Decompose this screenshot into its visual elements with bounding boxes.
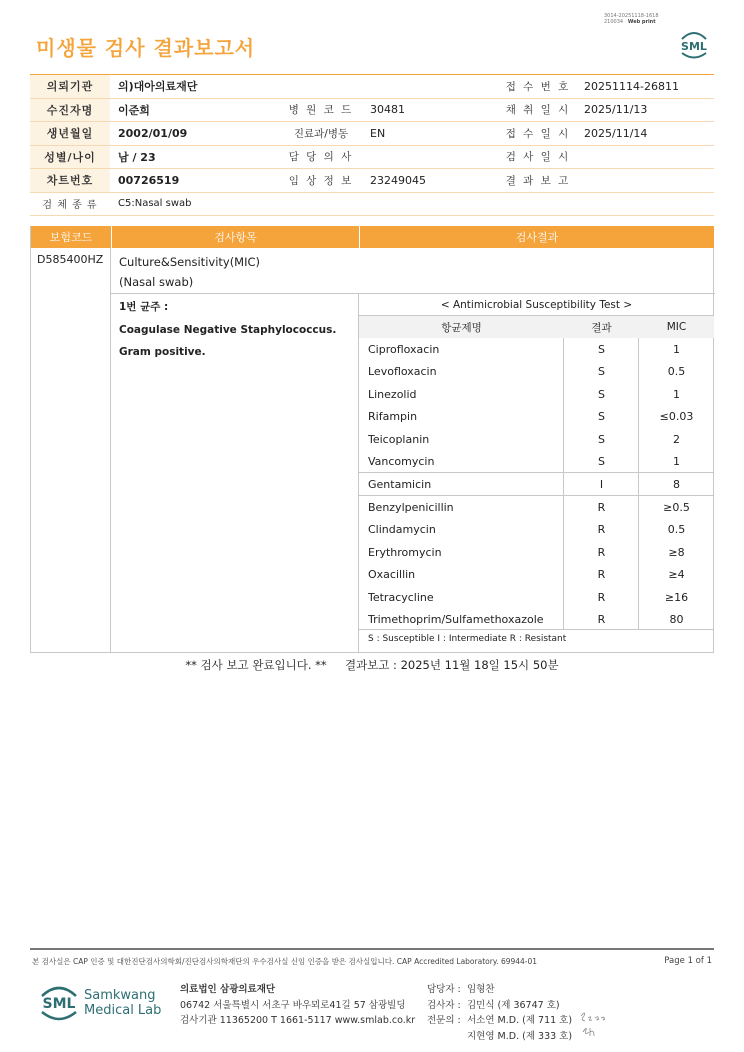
logo-text: SML [681,40,707,53]
value-collect-date: 2025/11/13 [576,98,714,122]
value-clinical: 23249045 [362,169,500,193]
value-dept: EN [362,122,500,146]
label-report: 결 과 보 고 [500,169,576,193]
label-clinical: 임 상 정 보 [280,169,362,193]
value-hosp-code: 30481 [362,98,500,122]
drug-name: Benzylpenicillin [368,500,454,514]
staff-info [427,982,572,1044]
ast-row [359,609,714,632]
header-test-result: 검사결과 [359,226,714,248]
susceptibility-result: S [598,387,605,401]
susceptibility-result: R [597,568,606,582]
value-specimen: C5:Nasal swab [110,192,714,216]
susceptibility-result: S [598,365,605,379]
susceptibility-result: R [597,613,606,627]
report-title: 미생물 검사 결과보고서 [36,36,256,60]
sml-logo-icon [676,26,712,62]
print-meta-line: 3014-20251118-1618 [604,13,659,19]
test-item-name [119,252,260,292]
ast-row [359,338,714,361]
susceptibility-result: R [597,545,606,559]
organization-info [180,982,415,1029]
drug-name: Vancomycin [368,455,435,469]
ast-title: < Antimicrobial Susceptibility Test > [440,299,633,311]
ast-row [359,519,714,542]
label-specimen: 검 체 종 류 [30,192,110,216]
drug-name: Levofloxacin [368,365,437,379]
value-recv-date: 2025/11/14 [576,122,714,146]
ast-row [359,383,714,406]
label-doctor: 담 당 의 사 [280,145,362,169]
drug-name: Tetracycline [368,590,434,604]
staff-name: 김민식 (제 36747 호) [467,999,560,1011]
sml-logo-icon [36,980,82,1026]
report-time: 결과보고 : 2025년 11월 18일 15시 50분 [344,658,559,672]
mic-value: 0.5 [667,365,686,379]
ast-row [359,451,714,474]
drug-name: Ciprofloxacin [368,342,440,356]
ast-row [359,564,714,587]
org-name: 의료법인 삼광의료재단 [180,984,276,995]
staff-label: 담당자 : [427,984,461,995]
brand-line: Samkwang [84,988,156,1003]
value-recv-no: 20251114-26811 [576,75,714,99]
signature-icon [578,1010,608,1038]
organism-name: Coagulase Negative Staphylococcus. [119,323,337,336]
value-req-org: 의)대아의료재단 [110,75,500,99]
drug-name: Oxacillin [368,568,416,582]
value-sex-age: 남 / 23 [110,145,280,169]
label-name: 수진자명 [30,98,110,122]
ast-row [359,428,714,451]
org-address: 06742 서울특별시 서초구 바우뫼로41길 57 삼광빌딩 [180,999,406,1011]
mic-value: 0.5 [667,523,686,537]
divider [110,248,111,653]
test-name-line: Culture&Sensitivity(MIC) [119,255,261,269]
ast-row [359,473,714,496]
mic-value: ≥4 [668,568,685,582]
completion-line [0,657,744,673]
susceptibility-result: R [597,590,606,604]
page-number: Page 1 of 1 [664,956,712,966]
logo-text: SML [42,996,76,1012]
mic-value: 1 [673,387,680,401]
staff-name: 서소연 M.D. (제 711 호) [467,1015,573,1026]
header-insurance-code: 보험코드 [31,226,111,248]
insurance-code: D585400HZ [37,253,104,266]
mic-value: ≥16 [664,590,689,604]
mic-value: ≥0.5 [663,500,690,514]
ast-legend: S : Susceptible I : Intermediate R : Resistant [368,634,567,644]
completion-message: ** 검사 보고 완료입니다. ** [185,658,327,672]
drug-name: Linezolid [368,387,417,401]
drug-name: Erythromycin [368,545,442,559]
staff-label: 전문의 : [427,1015,461,1026]
drug-name: Rifampin [368,410,418,424]
value-chart-no: 00726519 [110,169,280,193]
susceptibility-result: S [598,410,605,424]
mic-value: ≥8 [668,545,685,559]
label-recv-no: 접 수 번 호 [500,75,576,99]
brand-name [84,988,161,1018]
value-doctor [362,145,500,169]
header-test-item: 검사항목 [111,226,359,248]
print-code: 210034 [604,19,624,25]
print-meta [604,13,659,25]
susceptibility-result: R [597,523,606,537]
value-name: 이준희 [110,98,280,122]
drug-name: Trimethoprim/Sulfamethoxazole [368,613,544,627]
label-recv-date: 접 수 일 시 [500,122,576,146]
ast-row [359,586,714,609]
brand-line: Medical Lab [84,1003,162,1018]
susceptibility-result: S [598,342,605,356]
ast-row [359,541,714,564]
print-meta-line [604,19,659,25]
susceptibility-result: S [598,432,605,446]
staff-name: 지현영 M.D. (제 333 호) [467,1030,573,1042]
mic-value: 2 [673,432,680,446]
mic-value: ≤0.03 [659,410,694,424]
test-name-line: (Nasal swab) [119,275,194,289]
ast-header-result: 결과 [591,321,612,334]
ast-row [359,361,714,384]
value-report [576,169,714,193]
label-chart-no: 차트번호 [30,169,110,193]
mic-value: 80 [669,613,684,627]
ast-row [359,406,714,429]
results-section [30,226,714,653]
staff-label: 검사자 : [427,999,461,1011]
label-req-org: 의뢰기관 [30,75,110,99]
print-label: Web print [627,19,656,25]
ast-rows [359,338,714,631]
mic-value: 1 [673,342,680,356]
ast-header-row [359,316,714,338]
label-collect-date: 채 취 일 시 [500,98,576,122]
ast-header-drug: 항균제명 [441,321,482,334]
mic-value: 8 [673,478,680,491]
cert-statement: 본 검사실은 CAP 인증 및 대한진단검사의학회/진단검사의학재단의 우수검사실 신임 인증을 받은 검사실입니다. CAP Accredited Laboratory. 69944-01 [32,957,538,966]
organism-gram: Gram positive. [119,346,206,358]
drug-name: Gentamicin [368,478,432,491]
organism-number: 1번 균주 : [119,301,169,313]
susceptibility-result: S [598,455,605,469]
label-dept: 진료과/병동 [280,122,362,146]
drug-name: Clindamycin [368,523,436,537]
susceptibility-result: I [599,478,604,491]
footer-divider [30,948,714,950]
ast-row [359,496,714,519]
label-test-date: 검 사 일 시 [500,145,576,169]
value-test-date [576,145,714,169]
organism-info [119,296,336,364]
drug-name: Teicoplanin [368,432,430,446]
ast-header-mic: MIC [666,321,687,333]
susceptibility-result: R [597,500,606,514]
label-hosp-code: 병 원 코 드 [280,98,362,122]
mic-value: 1 [673,455,680,469]
value-dob: 2002/01/09 [110,122,280,146]
label-sex-age: 성별/나이 [30,145,110,169]
org-contact: 검사기관 11365200 T 1661-5117 www.smlab.co.kr [180,1015,416,1026]
staff-name: 임형찬 [467,984,495,995]
patient-info-table [30,74,714,216]
label-dob: 생년월일 [30,122,110,146]
